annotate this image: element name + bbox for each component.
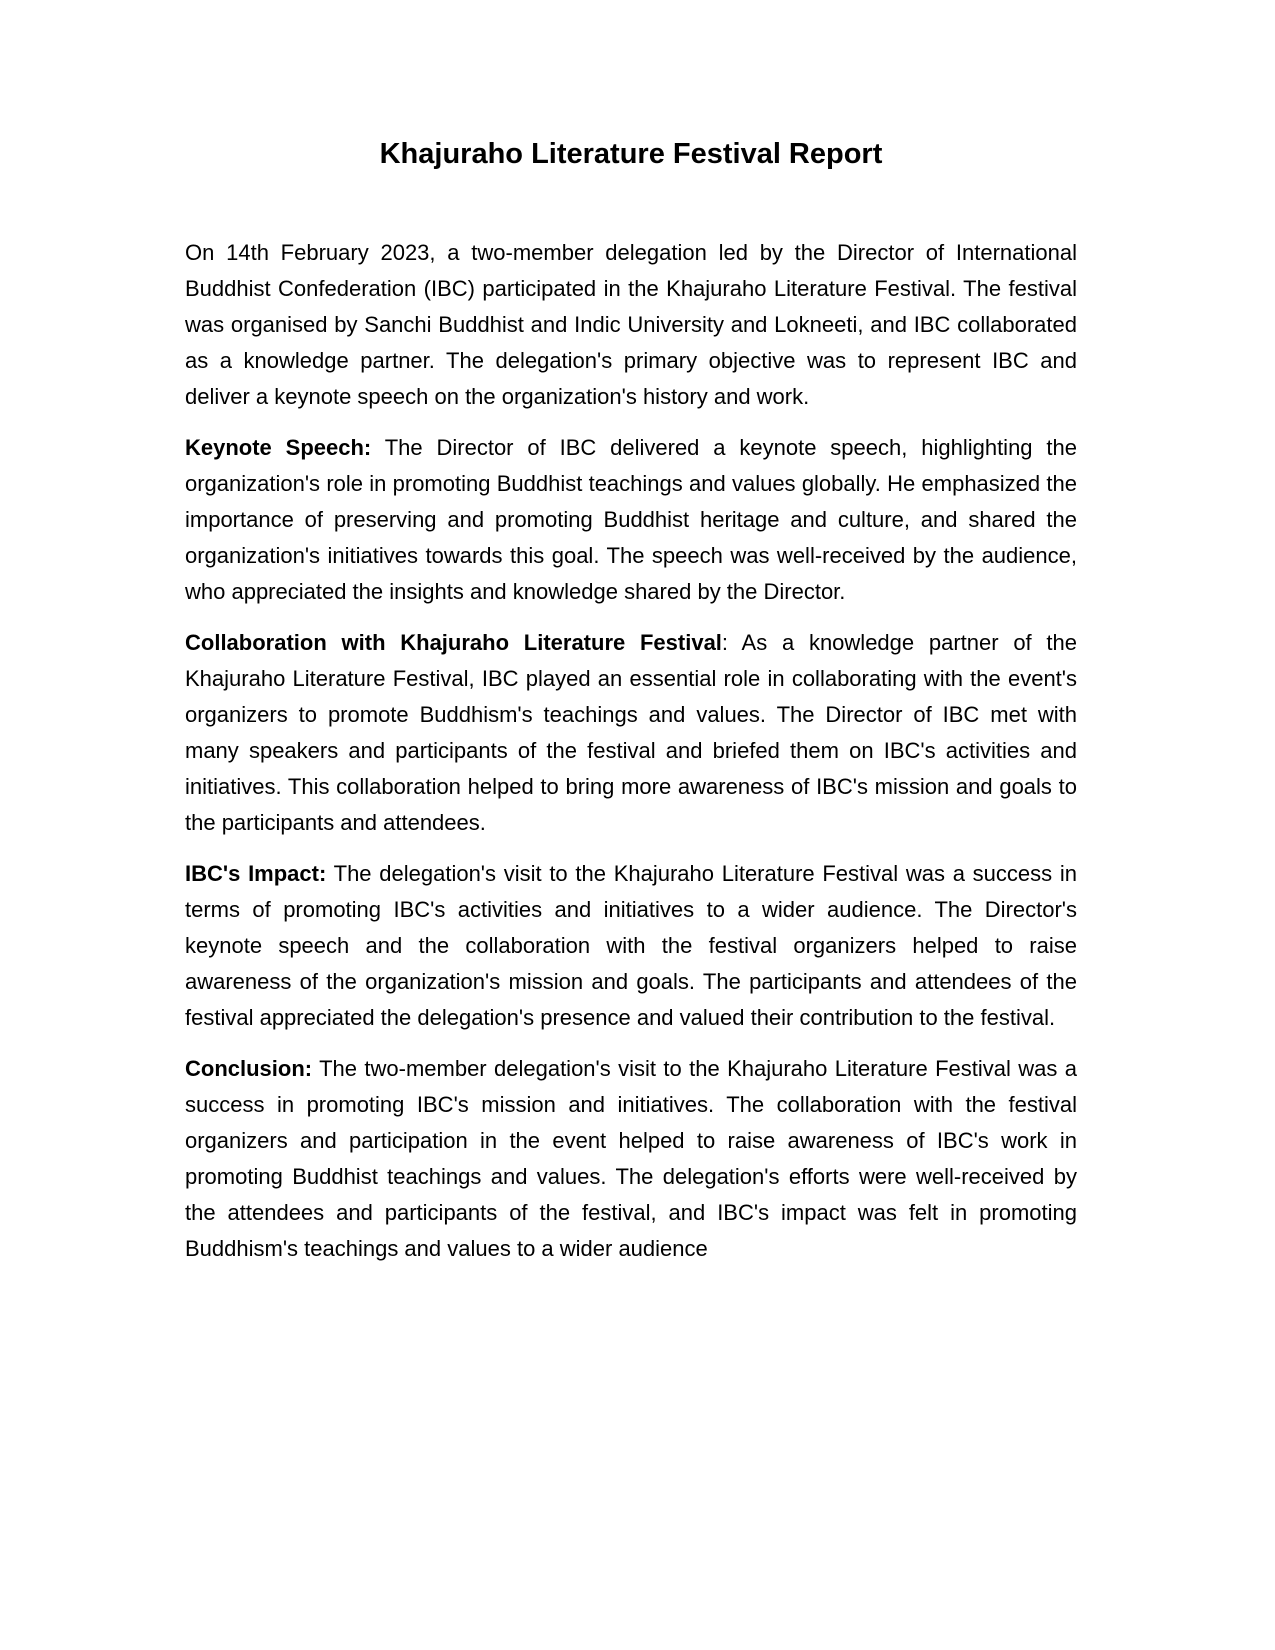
- paragraph-intro-text: On 14th February 2023, a two-member delegation led by the Director of International Buddhist Confederation (IBC) participated in the Khajuraho Literature Festival. The festival was organised by Sanchi Buddhist and Indic University and Lokneeti, and IBC collaborated as a knowledge partner. The delegation's primary objective was to represent IBC and deliver a keynote speech on the organization's history and work.: [185, 240, 1077, 409]
- paragraph-collaboration-lead: Collaboration with Khajuraho Literature Festival: [185, 630, 722, 655]
- document-title: Khajuraho Literature Festival Report: [379, 138, 883, 170]
- paragraph-keynote-speech-lead: Keynote Speech:: [185, 435, 372, 460]
- paragraph-keynote-speech: [185, 430, 1077, 610]
- paragraph-collaboration: [185, 625, 1077, 841]
- paragraph-keynote-speech-text: The Director of IBC delivered a keynote speech, highlighting the organization's role in promoting Buddhist teachings and values globally. He emphasized the importance of preserving and promoting Buddhist heritage and culture, and shared the organization's initiatives towards this goal. The speech was well-received by the audience, who appreciated the insights and knowledge shared by the Director.: [185, 435, 1077, 604]
- paragraph-intro: [185, 235, 1077, 415]
- paragraph-ibc-impact: [185, 856, 1077, 1036]
- paragraph-collaboration-text: : As a knowledge partner of the Khajuraho Literature Festival, IBC played an essential role in collaborating with the event's organizers to promote Buddhism's teachings and values. The Director of IBC met with many speakers and participants of the festival and briefed them on IBC's activities and initiatives. This collaboration helped to bring more awareness of IBC's mission and goals to the participants and attendees.: [185, 630, 1077, 835]
- document-page: [185, 135, 1077, 1282]
- paragraph-ibc-impact-text: The delegation's visit to the Khajuraho Literature Festival was a success in terms of promoting IBC's activities and initiatives to a wider audience. The Director's keynote speech and the collaboration with the festival organizers helped to raise awareness of the organization's mission and goals. The participants and attendees of the festival appreciated the delegation's presence and valued their contribution to the festival.: [185, 861, 1077, 1030]
- paragraph-conclusion-text: The two-member delegation's visit to the Khajuraho Literature Festival was a success in promoting IBC's mission and initiatives. The collaboration with the festival organizers and participation in the event helped to raise awareness of IBC's work in promoting Buddhist teachings and values. The delegation's efforts were well-received by the attendees and participants of the festival, and IBC's impact was felt in promoting Buddhism's teachings and values to a wider audience: [185, 1056, 1077, 1261]
- paragraph-ibc-impact-lead: IBC's Impact:: [185, 861, 327, 886]
- paragraph-conclusion: [185, 1051, 1077, 1267]
- paragraph-conclusion-lead: Conclusion:: [185, 1056, 313, 1081]
